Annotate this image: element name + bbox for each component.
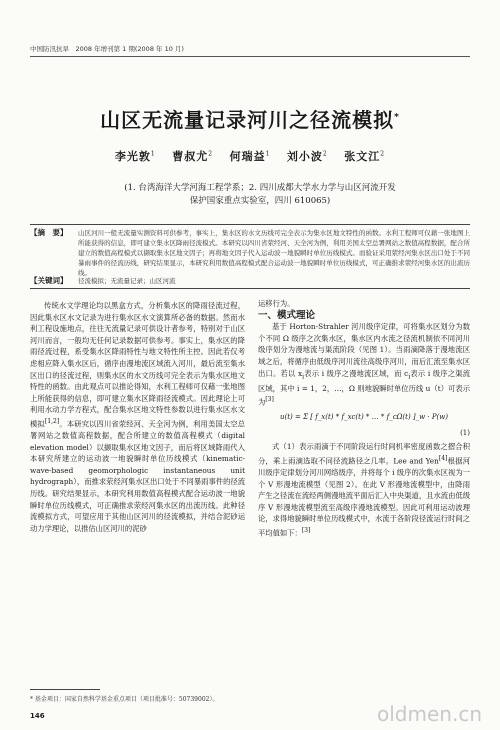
section-heading: 一、模式理论 (258, 309, 316, 321)
abstract-text: 山区河川一般无流量实测资料可供参考，事实上，集水区的水文历线可完全表示为集水区地文特性的函数。水利工程师可仅藉一张地图上所能获得的信息，即可建立集水区降雨径流模式。本研究以四川省荥经河、天全河为例，利用美国太空总署网站之数值高程数据，配合所建立的数值高程模式以撷取集水区地文因子；再将地文因子代入运动波一地貌瞬时单位历线模式。而验证采用荥经河集水区出口处于不同暴雨事件的径流历线，研究结果显示，本研究利用数值高程模式配合运动波一地貌瞬时单位历线模式，可正确推求荥经河集水区的出流历线。 (78, 229, 470, 277)
body-paragraph (30, 300, 245, 534)
author-name: 李光敦 (114, 150, 151, 163)
author (230, 150, 271, 163)
equation: u(t) = Σ [ f_x(t) * f_xc(t) * … * f_cΩ(t) ]_w · P(w) (279, 413, 448, 422)
citation: [3] (265, 396, 274, 404)
citation: [3] (301, 526, 311, 534)
abstract-top-rule (30, 224, 470, 225)
citation: [4] (438, 455, 448, 462)
citation: [1,2] (44, 417, 60, 425)
affiliation-line: 保护国家重点实验室，四川 610065) (189, 196, 331, 206)
keywords-text: 径流模拟；无流量记录；山区河流 (78, 277, 176, 285)
author (172, 150, 213, 163)
author-name: 刘小波 (286, 150, 323, 163)
page-number: 146 (30, 712, 45, 720)
abstract (30, 228, 470, 278)
header-rule (30, 56, 470, 57)
author (115, 150, 156, 163)
title-footnote-mark: * (394, 112, 400, 123)
author-affil-sup: 2 (380, 150, 386, 158)
author-name: 何瑞益 (229, 150, 266, 163)
paper-title (0, 104, 500, 133)
right-column (258, 298, 470, 678)
author-list (0, 148, 500, 164)
body-text: 传统水文学理论均以黑盒方式，分析集水区的降雨径流过程，因此集水区水文记录为进行集水区水文演算所必备的数据。然而水利工程设施地点，往往无流量记录可供设计者参考，特别对于山区河川而言，一般均无任何记录数据可供参考。事实上，集水区的降雨径流过程，系受集水区降雨特性与地文特性所主控。因此若仅考虑相应降入集水区后，循序由漫地流区域流入河川，最后流至集水区出口的径流过程，则集水区的水文历线可完全表示为集水区地文特性的函数。由此观点可以推论得知，水利工程师可仅藉一张地图上所能获得的信息，即可建立集水区降雨径流模式。因此理论上可利用水动力学方程式，配合集水区地文特性参数以进行集水区水文模拟 (30, 301, 245, 429)
watermark: oldmen.cn (377, 702, 482, 726)
affiliations (70, 182, 450, 208)
body-text: 式（1）表示雨滴于不同阶段运行时间机率密度函数之摺合积分，乘上雨滴选取不同径流路径之几率。Lee and Yen (258, 442, 470, 466)
keywords (30, 276, 470, 286)
author (287, 150, 328, 163)
footnote-rule (30, 689, 100, 690)
footnote: * 基金项目：国家自然科学基金重点项目（项目批准号：50739002）。 (30, 696, 219, 703)
body-text: 。本研究以四川省荥经河、天全河为例，利用美国太空总署网站之数值高程数据，配合所建立的数值高程模式（digital elevation model）以撷取集水区地文因子，而后将区域降雨代入本研究所建立的运动波一地貌瞬时单位历线模式（kinematic-wave-based geomorphologic instantaneous unit hydrograph），而推求荥经河集水区出口处于不同暴雨事件的径流历线。研究结果显示，本研究利用数值高程模式配合运动波一地貌瞬时单位历线模式，可正确推求荥经河集水区的出流历线。此种径流模拟方式，可望应用于其他山区河川的径流模拟，并结合泥砂运动力学理论，以推估山区河川的泥砂 (30, 419, 245, 533)
body-paragraph: 基于 Horton-Strahler 河川级序定律，可将集水区划分为数个不同 Ω 级序之次集水区，集水区内水流之径流机制依不同河川级序划分为漫地流与渠流阶段（见图 1）。当雨滴降落于漫地流区域之后，将循序由低级序河川流往高级序河川，而后汇流至集水区出口。若以 $x_i$表示 i 级序之漫地流区域，而 $c_i$表示 i 级序之渠流区域，其中 i = 1，2，…，Ω 则地貌瞬时单位历线 u（t）可表示为[3] (258, 322, 470, 407)
title-text: 山区无流量记录河川之径流模拟 (100, 108, 395, 132)
body-text: 基于 Horton-Strahler 河川级序定律，可将集水区划分为数个不同 Ω 级序之次集水区，集水区内水流之径流机制依不同河川级序划分为漫地流与渠流阶段（见图 1）。当雨滴降落于漫地流区域之后，将循序由低级序河川流往高级序河川，而后汇流至集水区出口。若以 x (258, 322, 470, 378)
author-affil-sup: 2 (208, 150, 214, 158)
keywords-label: 【关键词】 (30, 276, 68, 285)
author-affil-sup: 1 (265, 150, 271, 158)
abstract-label: 【摘 要】 (30, 228, 68, 237)
body-paragraph (258, 441, 470, 539)
body-text: 表示 i 级序之渠流区域，其中 i = 1，2，…，Ω 则地貌瞬时单位历线 u（t）可表示为 (258, 368, 470, 407)
author-name: 张文江 (344, 150, 381, 163)
affiliation-line: (1. 台湾海洋大学河海工程学系；2. 四川成都大学水力学与山区河流开发 (124, 183, 396, 193)
running-header: 中国防汛抗旱 2008 年增刊第 1 期(2008 年 10 月) (30, 45, 184, 53)
abstract-bottom-rule (30, 288, 470, 289)
author (344, 150, 385, 163)
body-text: 根据河川级序定律划分河川网络级序，并将每个 i 级序的次集水区视为一个 V 形漫地流模型（见图 2）。在此 V 形漫地流模型中，由降雨产生之径流在流经两侧漫地流平面后汇入中央渠道，且水流由低级序 V 形漫地流模型流至高级序漫地流模型。因此可利用运动波理论，求得地貌瞬时单位历线模式中，水流于各阶段径流运行时间之平均值如下： (258, 456, 470, 538)
body-text: 表示 i 级序之漫地流区域，而 c (304, 368, 409, 378)
left-column (30, 300, 245, 680)
equation-number: (1) (460, 428, 470, 437)
body-paragraph: 运移行为。 (258, 299, 295, 308)
author-affil-sup: 2 (322, 150, 328, 158)
author-name: 曹叔尤 (172, 150, 209, 163)
author-affil-sup: 1 (150, 150, 156, 158)
